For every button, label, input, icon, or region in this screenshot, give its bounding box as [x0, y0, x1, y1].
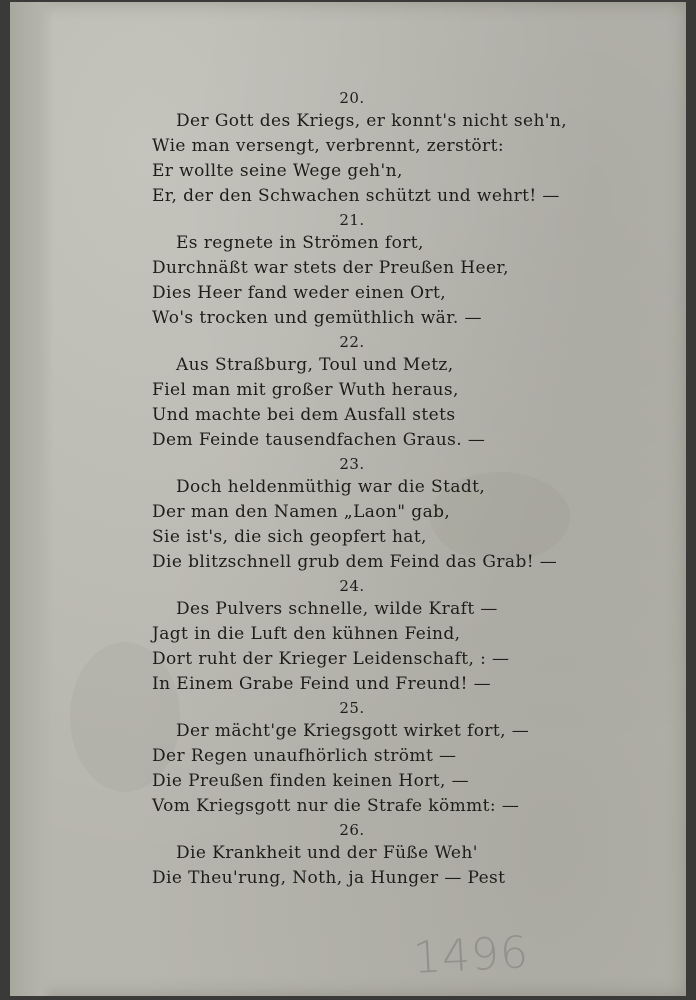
paper-edge-shading: [10, 2, 54, 996]
verse-line: Dies Heer fand weder einen Ort,: [152, 283, 447, 303]
handwritten-inventory-number: 1496: [411, 926, 531, 985]
verse-line: Der Regen unaufhörlich strömt —: [152, 746, 457, 766]
verse-line: Der man den Namen „Laon" gab,: [152, 502, 451, 522]
stanza-22: [152, 331, 592, 453]
verse-line: Dort ruht der Krieger Leidenschaft, : —: [152, 649, 510, 669]
verse-line: Und machte bei dem Ausfall stets: [152, 405, 456, 425]
verse-line: Der Gott des Kriegs, er konnt's nicht seh'n,: [176, 111, 568, 131]
stanza-number: 20.: [339, 89, 365, 107]
verse-line: Der mächt'ge Kriegsgott wirket fort, —: [176, 721, 530, 741]
verse-line: Durchnäßt war stets der Preußen Heer,: [152, 258, 509, 278]
verse-line: Des Pulvers schnelle, wilde Kraft —: [176, 599, 498, 619]
verse-line: Vom Kriegsgott nur die Strafe kömmt: —: [152, 796, 520, 816]
stanza-21: [152, 209, 592, 331]
stanza-24: [152, 575, 592, 697]
verse-line: Fiel man mit großer Wuth heraus,: [152, 380, 459, 400]
verse-line: Er, der den Schwachen schützt und wehrt! —: [152, 186, 560, 206]
stanza-number: 23.: [339, 455, 365, 473]
poem-text: [152, 87, 592, 891]
verse-line: Dem Feinde tausendfachen Graus. —: [152, 430, 486, 450]
stanza-23: [152, 453, 592, 575]
verse-line: Die Krankheit und der Füße Weh': [176, 843, 478, 863]
verse-line: Doch heldenmüthig war die Stadt,: [176, 477, 486, 497]
verse-line: Die blitzschnell grub dem Feind das Grab! —: [152, 552, 558, 572]
verse-line: Er wollte seine Wege geh'n,: [152, 161, 403, 181]
stanza-number: 25.: [339, 699, 365, 717]
verse-line: In Einem Grabe Feind und Freund! —: [152, 674, 492, 694]
paper-sheet: [10, 2, 686, 996]
verse-line: Sie ist's, die sich geopfert hat,: [152, 527, 427, 547]
stanza-number: 24.: [339, 577, 365, 595]
verse-line: Wo's trocken und gemüthlich wär. —: [152, 308, 482, 328]
stanza-number: 22.: [339, 333, 365, 351]
verse-line: Die Theu'rung, Noth, ja Hunger — Pest: [152, 868, 506, 888]
verse-line: Es regnete in Strömen fort,: [176, 233, 424, 253]
stanza-20: [152, 87, 592, 209]
stanza-25: [152, 697, 592, 819]
verse-line: Jagt in die Luft den kühnen Feind,: [152, 624, 461, 644]
stanza-number: 21.: [339, 211, 365, 229]
verse-line: Aus Straßburg, Toul und Metz,: [176, 355, 454, 375]
verse-line: Die Preußen finden keinen Hort, —: [152, 771, 470, 791]
stanza-26: [152, 819, 592, 891]
stanza-number: 26.: [339, 821, 365, 839]
verse-line: Wie man versengt, verbrennt, zerstört:: [152, 136, 504, 156]
